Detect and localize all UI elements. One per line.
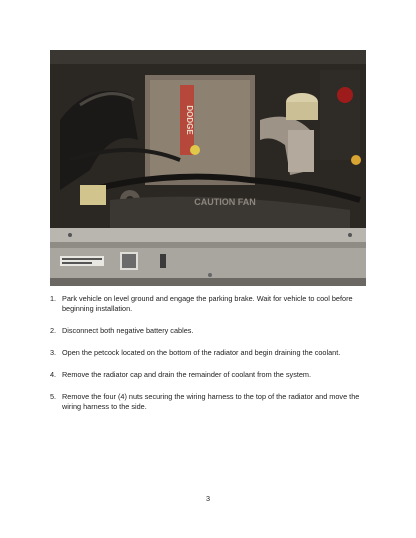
step-text: Remove the radiator cap and drain the remainder of coolant from the system. [62,370,312,379]
shroud-lettering: CAUTION FAN [194,197,256,207]
step-2 [50,326,370,336]
installation-steps [50,294,370,424]
step-text: Disconnect both negative battery cables. [62,326,194,335]
step-number: 2. [50,326,57,335]
step-3 [50,348,370,358]
engine-bay-photo [50,50,366,286]
step-number: 5. [50,392,57,401]
step-text: Open the petcock located on the bottom of the radiator and begin draining the coolant. [62,348,341,357]
step-number: 1. [50,294,57,303]
page-number: 3 [205,494,211,503]
valve-cover-lettering: DODGE [185,105,194,135]
step-number: 3. [50,348,57,357]
step-1 [50,294,370,314]
step-4 [50,370,370,380]
step-number: 4. [50,370,57,379]
engine-bay-illustration [50,50,366,286]
step-text: Remove the four (4) nuts securing the wiring harness to the top of the radiator and move the wiring harness to the side. [62,392,360,411]
step-5 [50,392,370,412]
step-text: Park vehicle on level ground and engage the parking brake. Wait for vehicle to cool before beginning installation. [62,294,353,313]
